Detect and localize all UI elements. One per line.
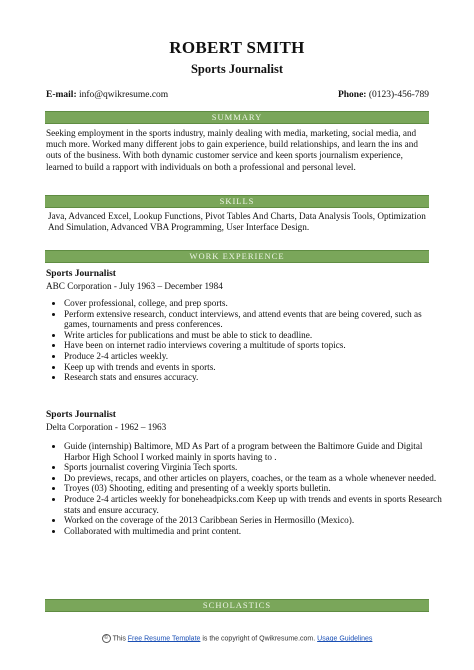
list-item: • Troyes (03) Shooting, editing and presenting of a weekly sports bulletin.: [64, 483, 449, 494]
list-item: • Cover professional, college, and prep sports.: [64, 298, 449, 309]
candidate-title: Sports Journalist: [190, 62, 284, 76]
job-1-bullets: [46, 298, 449, 383]
job-1-company: ABC Corporation - July 1963 – December 1984: [46, 281, 223, 291]
job-1-role: Sports Journalist: [46, 269, 116, 279]
list-item: • Perform extensive research, conduct interviews, and attend events that are being covered, such as games, tournaments and press conferences.: [64, 309, 449, 330]
phone-value: (0123)-456-789: [368, 90, 429, 100]
experience-heading: WORK EXPERIENCE: [45, 250, 429, 263]
skills-heading: SKILLS: [45, 195, 429, 208]
list-item: • Produce 2-4 articles weekly for boneheadpicks.com Keep up with trends and events in sports Research stats and ensure accuracy.: [64, 494, 449, 515]
job-2-company: Delta Corporation - 1962 – 1963: [46, 422, 167, 432]
list-item: • Collaborated with multimedia and print content.: [64, 526, 449, 537]
footer: [0, 634, 474, 643]
list-item: • Write articles for publications and must be able to stick to deadline.: [64, 330, 449, 341]
list-item: • Produce 2-4 articles weekly.: [64, 351, 449, 362]
footer-middle: is the copyright of Qwikresume.com.: [202, 635, 316, 643]
list-item: • Sports journalist covering Virginia Tech sports.: [64, 462, 449, 473]
list-item: • Guide (internship) Baltimore, MD As Part of a program between the Baltimore Guide and Digital Harbor High School I worked mainly in sports having to .: [64, 441, 449, 462]
job-2-bullets: [46, 441, 449, 536]
job-2-role: Sports Journalist: [46, 410, 116, 420]
candidate-name: ROBERT SMITH: [169, 38, 305, 57]
scholastics-heading: SCHOLASTICS: [45, 599, 429, 612]
list-item: • Have been on internet radio interviews covering a multitude of sports topics.: [64, 340, 449, 351]
list-item: • Research stats and ensures accuracy.: [64, 372, 449, 383]
email-contact: [46, 90, 168, 100]
free-resume-template-link[interactable]: Free Resume Template: [127, 635, 201, 643]
summary-text: Seeking employment in the sports industry, mainly dealing with media, marketing, social media, and much more. Worked many different jobs to gain experience, build relationships, and learn the ins and outs of the business. With both dynamic customer service and keen sports journalism experience, learned to build a rapport with individuals on both a professional and personal level.: [46, 128, 418, 172]
email-label: E-mail:: [46, 90, 77, 100]
phone-label: Phone:: [337, 90, 367, 100]
skills-text: Java, Advanced Excel, Lookup Functions, Pivot Tables And Charts, Data Analysis Tools, Optimization And Simulation, Advanced VBA Programming, User Interface Design.: [48, 211, 426, 233]
copyright-icon: ©: [102, 634, 111, 643]
list-item: • Keep up with trends and events in sports.: [64, 362, 449, 373]
email-value[interactable]: info@qwikresume.com: [78, 90, 169, 100]
list-item: • Do previews, recaps, and other articles on players, coaches, or the team as a whole whenever needed.: [64, 473, 449, 484]
summary-heading: SUMMARY: [45, 111, 429, 124]
footer-prefix: This: [112, 635, 126, 643]
usage-guidelines-link[interactable]: Usage Guidelines: [317, 635, 373, 643]
phone-contact: [338, 90, 429, 100]
list-item: • Worked on the coverage of the 2013 Caribbean Series in Hermosillo (Mexico).: [64, 515, 449, 526]
